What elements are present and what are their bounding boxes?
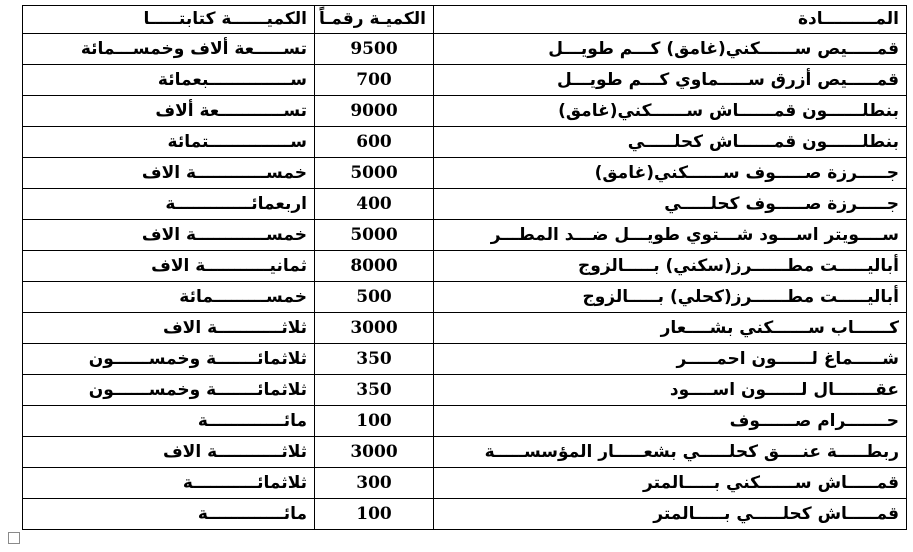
qty-number-cell: 8000 xyxy=(315,251,434,282)
item-cell: حـــــــرام صــــــوف xyxy=(434,406,907,437)
qty-words-cell: ثلاثمائـــــــة وخمســــــون xyxy=(23,375,315,406)
table-row xyxy=(23,96,907,127)
item-cell: كــــــاب ســــــكني بشــــعار xyxy=(434,313,907,344)
qty-number-cell: 100 xyxy=(315,406,434,437)
item-cell: قمـــــاش ســــــكني بـــــالمتر xyxy=(434,468,907,499)
table-row xyxy=(23,344,907,375)
item-cell: جـــــرزة صـــــوف ســــــكني(غامق) xyxy=(434,158,907,189)
table-row xyxy=(23,282,907,313)
table-row xyxy=(23,313,907,344)
qty-number-cell: 300 xyxy=(315,468,434,499)
qty-number-cell: 100 xyxy=(315,499,434,530)
qty-number-cell: 3000 xyxy=(315,437,434,468)
qty-words-cell: تســـــــــــعة ألاف xyxy=(23,96,315,127)
table-row xyxy=(23,220,907,251)
qty-number-cell: 3000 xyxy=(315,313,434,344)
table-row xyxy=(23,437,907,468)
header-qty-number: الكميـة رقمـاً xyxy=(315,6,434,34)
header-qty-words: الكميــــــة كتابتـــــا xyxy=(23,6,315,34)
qty-words-cell: ثمانيـــــــــــة الاف xyxy=(23,251,315,282)
qty-words-cell: ثلاثمائـــــــــــة xyxy=(23,468,315,499)
item-cell: أباليـــــت مطــــــرز(سكني) بـــــالزوج xyxy=(434,251,907,282)
qty-words-cell: تســـــعة ألاف وخمســـمائة xyxy=(23,34,315,65)
qty-words-cell: مائـــــــــــــة xyxy=(23,499,315,530)
header-item: المـــــــــادة xyxy=(434,6,907,34)
qty-words-cell: خمســــــــــــة الاف xyxy=(23,220,315,251)
materials-quantity-table xyxy=(22,5,907,530)
table-row xyxy=(23,127,907,158)
item-cell: قمـــــيص ســــــكني(غامق) كـــم طويـــل xyxy=(434,34,907,65)
qty-number-cell: 5000 xyxy=(315,158,434,189)
qty-number-cell: 350 xyxy=(315,344,434,375)
qty-words-cell: خمســـــــــمائة xyxy=(23,282,315,313)
item-cell: عقـــــــال لــــــون اســــود xyxy=(434,375,907,406)
item-cell: ربطـــــة عنــــق كحلـــــي بشعـــــار المؤسســـــة xyxy=(434,437,907,468)
table-row xyxy=(23,251,907,282)
table-row xyxy=(23,158,907,189)
qty-number-cell: 700 xyxy=(315,65,434,96)
qty-words-cell: خمســــــــــــة الاف xyxy=(23,158,315,189)
item-cell: جـــــرزة صـــــوف كحلـــــي xyxy=(434,189,907,220)
clipped-text-line xyxy=(450,0,900,3)
table-row xyxy=(23,375,907,406)
qty-words-cell: ثلاثـــــــــــة الاف xyxy=(23,313,315,344)
paragraph-end-marker xyxy=(8,532,20,544)
table-row xyxy=(23,34,907,65)
qty-number-cell: 5000 xyxy=(315,220,434,251)
item-cell: ســــويتر اســـود شـــتوي طويـــل ضـــد المطـــر xyxy=(434,220,907,251)
item-cell: قمـــــيص أزرق ســـــماوي كـــم طويـــل xyxy=(434,65,907,96)
table-row xyxy=(23,406,907,437)
qty-number-cell: 500 xyxy=(315,282,434,313)
table-row xyxy=(23,189,907,220)
item-cell: أباليـــــت مطــــــرز(كحلي) بـــــالزوج xyxy=(434,282,907,313)
qty-number-cell: 400 xyxy=(315,189,434,220)
table-header-row xyxy=(23,6,907,34)
table-row xyxy=(23,499,907,530)
item-cell: بنطلــــــون قمــــــاش كحلـــــي xyxy=(434,127,907,158)
item-cell: قمـــــاش كحلـــــي بـــــالمتر xyxy=(434,499,907,530)
qty-words-cell: اربعمائـــــــــــــة xyxy=(23,189,315,220)
item-cell: شـــــماغ لــــــون احمـــــر xyxy=(434,344,907,375)
qty-number-cell: 600 xyxy=(315,127,434,158)
qty-words-cell: ســــــــــــــبعمائة xyxy=(23,65,315,96)
qty-number-cell: 350 xyxy=(315,375,434,406)
item-cell: بنطلــــــون قمــــــاش ســــــكني(غامق) xyxy=(434,96,907,127)
qty-words-cell: ثلاثـــــــــــة الاف xyxy=(23,437,315,468)
qty-words-cell: مائـــــــــــــة xyxy=(23,406,315,437)
qty-number-cell: 9000 xyxy=(315,96,434,127)
table-row xyxy=(23,65,907,96)
qty-words-cell: ثلاثمائـــــــة وخمســــــون xyxy=(23,344,315,375)
qty-number-cell: 9500 xyxy=(315,34,434,65)
qty-words-cell: ســــــــــــــتمائة xyxy=(23,127,315,158)
table-row xyxy=(23,468,907,499)
